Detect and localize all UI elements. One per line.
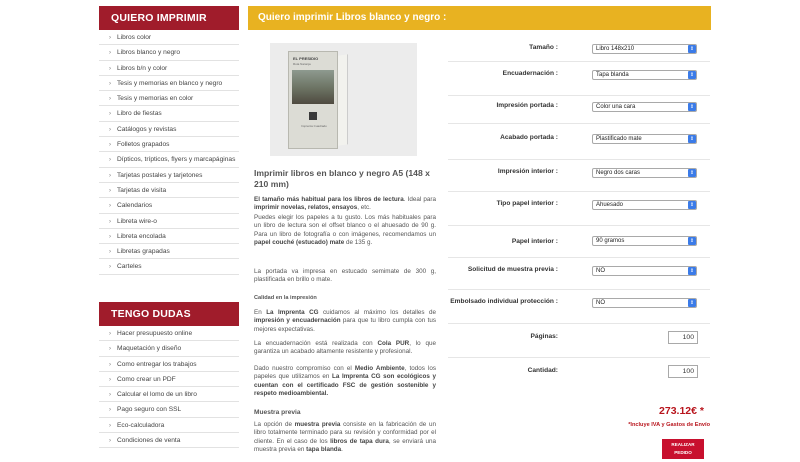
bold-text: muestra previa bbox=[294, 421, 341, 428]
sidebar-help-item-label: Pago seguro con SSL bbox=[117, 406, 182, 414]
text: para que tu libro cumpla con tus mejores expectativas. bbox=[254, 317, 437, 333]
sidebar-print-item-label: Libreta encolada bbox=[117, 232, 166, 240]
option-select[interactable] bbox=[592, 200, 697, 210]
chevron-right-icon: › bbox=[109, 331, 111, 337]
quantity-label: Cantidad: bbox=[527, 367, 558, 374]
text: cuidamos al máximo los detalles de bbox=[318, 309, 437, 316]
sidebar-print-item-label: Libretas grapadas bbox=[117, 248, 170, 256]
sidebar-help-item-label: Maquetación y diseño bbox=[117, 345, 182, 353]
bold-text: libros de tapa dura bbox=[330, 437, 389, 445]
option-label: Tamaño : bbox=[529, 44, 558, 51]
sidebar-print-item[interactable] bbox=[99, 152, 239, 167]
option-select[interactable] bbox=[592, 168, 697, 178]
chevron-right-icon: › bbox=[109, 126, 111, 133]
sidebar-list-print bbox=[99, 30, 239, 275]
sidebar-help-item[interactable] bbox=[99, 357, 239, 372]
pages-label: Páginas: bbox=[530, 333, 558, 340]
chevron-right-icon: › bbox=[109, 35, 111, 41]
product-paragraph bbox=[254, 214, 436, 248]
sidebar-title-help: TENGO DUDAS bbox=[99, 302, 239, 326]
quantity-input[interactable]: 100 bbox=[668, 365, 698, 378]
text: de 135 g. bbox=[344, 239, 373, 247]
price-note: *Incluye IVA y Gastos de Envío bbox=[628, 422, 710, 428]
pages-row bbox=[448, 324, 710, 358]
bold-text: impresión y encuadernación bbox=[254, 317, 341, 325]
text: Puedes elegir los papeles a tu gusto. Los más habituales para un libro de lectura son el offset blanco o el ahuesado de 90 g. Para un libro de fotografía o con imágenes, recomendamos un bbox=[254, 214, 436, 238]
product-title: Imprimir libros en blanco y negro A5 (148 x 210 mm) bbox=[254, 168, 430, 189]
chevron-right-icon: › bbox=[109, 187, 111, 194]
sidebar-print-item[interactable] bbox=[99, 244, 239, 259]
book-cover bbox=[288, 51, 338, 149]
sidebar-print-item-label: Calendarios bbox=[117, 202, 153, 210]
text: La encuadernación está realizada con bbox=[254, 340, 378, 347]
sidebar-help-item[interactable] bbox=[99, 341, 239, 356]
sidebar-print-item-label: Tesis y memorias en blanco y negro bbox=[117, 79, 223, 87]
chevron-right-icon: › bbox=[109, 203, 111, 210]
sidebar-help bbox=[99, 302, 239, 448]
chevron-right-icon: › bbox=[109, 172, 111, 179]
sidebar-print-item-label: Libros blanco y negro bbox=[117, 49, 181, 57]
option-select-value: Tapa blanda bbox=[596, 72, 629, 78]
option-row bbox=[448, 124, 710, 160]
text: , lo que garantiza un acabado altamente resistente y profesional. bbox=[254, 340, 436, 356]
book-cover-title: EL PRESIDIO bbox=[293, 56, 319, 61]
sidebar-help-item-label: Como crear un PDF bbox=[117, 375, 176, 383]
sidebar-print-item[interactable] bbox=[99, 30, 239, 45]
sidebar-help-item[interactable] bbox=[99, 433, 239, 448]
product-paragraph: La portada va impresa en estucado semimate de 300 g, plastificada en brillo o mate. bbox=[254, 268, 436, 284]
chevron-right-icon: › bbox=[109, 218, 111, 225]
option-select-value: NO bbox=[596, 268, 605, 274]
option-select[interactable] bbox=[592, 134, 697, 144]
chevron-right-icon: › bbox=[109, 65, 111, 72]
sidebar-print-item-label: Tarjetas postales y tarjetones bbox=[117, 171, 203, 179]
sidebar-print-item[interactable] bbox=[99, 45, 239, 60]
sidebar-print-item-label: Tesis y memorias en color bbox=[117, 95, 194, 103]
sidebar-print-item[interactable] bbox=[99, 61, 239, 76]
chevron-right-icon: › bbox=[109, 346, 111, 353]
quality-title: Calidad en la impresión bbox=[254, 295, 317, 301]
sidebar-help-item-label: Calcular el lomo de un libro bbox=[117, 391, 197, 399]
sidebar-print-item[interactable] bbox=[99, 91, 239, 106]
order-button[interactable] bbox=[662, 439, 704, 459]
sidebar-help-item[interactable] bbox=[99, 372, 239, 387]
option-row bbox=[448, 226, 710, 258]
sidebar-print-item-label: Dípticos, trípticos, flyers y marcapáginas bbox=[117, 156, 236, 164]
option-row bbox=[448, 36, 710, 62]
price-total: 273.12€ * bbox=[659, 405, 704, 417]
chevron-right-icon: › bbox=[109, 392, 111, 399]
sidebar-print-item[interactable] bbox=[99, 106, 239, 121]
option-select-value: Ahuesado bbox=[596, 202, 624, 208]
option-select-value: Libro 148x210 bbox=[596, 46, 635, 52]
dropdown-arrow-icon: ⇕ bbox=[689, 104, 695, 110]
sidebar-print-item[interactable] bbox=[99, 183, 239, 198]
option-row bbox=[448, 192, 710, 226]
text: , todos los papeles que utilizamos en bbox=[254, 365, 436, 381]
option-label: Acabado portada : bbox=[500, 134, 558, 141]
dropdown-arrow-icon: ⇕ bbox=[689, 202, 695, 208]
bold-text: La Imprenta CG son ecológicos y cuentan con el certificado FSC de gestión sostenible y respeto medioambiental. bbox=[254, 373, 436, 398]
sidebar-print-item[interactable] bbox=[99, 259, 239, 274]
text: consiste en la fabricación de un libro totalmente terminado para su revisión y conformidad por el cliente. En el caso de los bbox=[254, 421, 436, 445]
chevron-right-icon: › bbox=[109, 361, 111, 368]
bold-text: La Imprenta CG bbox=[266, 309, 319, 316]
text: . Ideal para bbox=[403, 196, 436, 203]
chevron-right-icon: › bbox=[109, 438, 111, 445]
dropdown-arrow-icon: ⇕ bbox=[689, 170, 695, 176]
text: , etc. bbox=[357, 204, 371, 212]
bold-text: Medio Ambiente bbox=[354, 365, 405, 372]
chevron-right-icon: › bbox=[109, 422, 111, 429]
sidebar-print-item-label: Catálogos y revistas bbox=[117, 125, 177, 133]
sample-title: Muestra previa bbox=[254, 409, 301, 416]
sidebar-help-item-label: Hacer presupuesto online bbox=[117, 330, 193, 337]
sidebar-print-item[interactable] bbox=[99, 76, 239, 91]
sidebar-print-item-label: Libros color bbox=[117, 34, 152, 41]
pages-input[interactable]: 100 bbox=[668, 331, 698, 344]
bold-text: Cola PUR bbox=[377, 340, 410, 347]
sidebar-print-item[interactable] bbox=[99, 229, 239, 244]
sidebar-help-item[interactable] bbox=[99, 418, 239, 433]
sidebar-help-item[interactable] bbox=[99, 387, 239, 402]
option-label: Embolsado individual protección : bbox=[450, 298, 558, 305]
product-paragraph bbox=[254, 196, 436, 213]
text: Dado nuestro compromiso con el bbox=[254, 365, 355, 372]
page-title: Quiero imprimir Libros blanco y negro : bbox=[248, 6, 711, 30]
sidebar-print-item-label: Libreta wire-o bbox=[117, 217, 157, 225]
sidebar-print-item-label: Carteles bbox=[117, 263, 142, 271]
sidebar-help-item-label: Condiciones de venta bbox=[117, 437, 181, 445]
quantity-row bbox=[448, 358, 710, 392]
option-label: Impresión interior : bbox=[497, 168, 558, 175]
sidebar-title-print: QUIERO IMPRIMIR bbox=[99, 6, 239, 30]
sidebar-print-item[interactable] bbox=[99, 198, 239, 213]
sidebar-list-help bbox=[99, 326, 239, 448]
option-row bbox=[448, 160, 710, 192]
sidebar-help-item-label: Como entregar los trabajos bbox=[117, 360, 197, 368]
dropdown-arrow-icon: ⇕ bbox=[689, 72, 695, 78]
option-row bbox=[448, 258, 710, 290]
text: . bbox=[341, 446, 343, 454]
option-row bbox=[448, 96, 710, 124]
book-cover-brand: Imprenta Cuadrado bbox=[301, 124, 327, 128]
bold-text: imprimir novelas, relatos, ensayos bbox=[254, 204, 358, 212]
book-spine bbox=[338, 54, 348, 145]
option-select-value: 90 gramos bbox=[596, 238, 625, 244]
option-select-value: Negro dos caras bbox=[596, 170, 641, 176]
option-select-value: Color una cara bbox=[596, 104, 636, 110]
sidebar-print bbox=[99, 6, 239, 275]
product-paragraph bbox=[254, 421, 436, 455]
product-paragraph bbox=[254, 340, 436, 357]
dropdown-arrow-icon: ⇕ bbox=[689, 136, 695, 142]
sidebar-print-item[interactable] bbox=[99, 137, 239, 152]
order-button-line1: REALIZAR bbox=[671, 442, 695, 447]
sidebar-help-item[interactable] bbox=[99, 326, 239, 341]
bold-text: papel couché (estucado) mate bbox=[254, 239, 345, 247]
option-select[interactable] bbox=[592, 70, 697, 80]
chevron-right-icon: › bbox=[109, 96, 111, 103]
bold-text: El tamaño más habitual para los libros de lectura bbox=[254, 196, 404, 203]
chevron-right-icon: › bbox=[109, 157, 111, 164]
chevron-right-icon: › bbox=[109, 376, 111, 383]
option-label: Tipo papel interior : bbox=[496, 200, 558, 207]
book-cover-subtitle: Ruta Naranja bbox=[293, 62, 311, 66]
dropdown-arrow-icon: ⇕ bbox=[689, 300, 695, 306]
sidebar-print-item-label: Libros b/n y color bbox=[117, 64, 168, 72]
chevron-right-icon: › bbox=[109, 249, 111, 256]
chevron-right-icon: › bbox=[109, 111, 111, 118]
text: , se enviará una muestra previa en bbox=[254, 437, 436, 454]
dropdown-arrow-icon: ⇕ bbox=[689, 46, 695, 52]
sidebar-print-item[interactable] bbox=[99, 122, 239, 137]
sidebar-print-item-label: Tarjetas de visita bbox=[117, 186, 167, 194]
order-button-line2: PEDIDO bbox=[674, 450, 692, 455]
dropdown-arrow-icon: ⇕ bbox=[689, 238, 695, 244]
sidebar-print-item-label: Folletos grapados bbox=[117, 141, 170, 149]
option-label: Papel interior : bbox=[511, 238, 558, 245]
sidebar-print-item-label: Libro de fiestas bbox=[117, 110, 162, 118]
product-image bbox=[270, 43, 417, 156]
option-label: Impresión portada : bbox=[496, 102, 558, 109]
chevron-right-icon: › bbox=[109, 50, 111, 57]
option-label: Solicitud de muestra previa : bbox=[467, 266, 558, 273]
book-cover-photo bbox=[292, 70, 334, 104]
chevron-right-icon: › bbox=[109, 233, 111, 240]
sidebar-print-item[interactable] bbox=[99, 214, 239, 229]
dropdown-arrow-icon: ⇕ bbox=[689, 268, 695, 274]
product-paragraph bbox=[254, 365, 436, 399]
sidebar-help-item[interactable] bbox=[99, 402, 239, 417]
text: En bbox=[254, 309, 267, 316]
option-row bbox=[448, 290, 710, 324]
option-select-value: NO bbox=[596, 300, 605, 306]
sidebar-print-item[interactable] bbox=[99, 168, 239, 183]
bold-text: tapa blanda bbox=[306, 446, 342, 454]
book-logo-icon bbox=[309, 112, 317, 120]
option-select[interactable] bbox=[592, 44, 697, 54]
text: La opción de bbox=[254, 421, 295, 428]
option-label: Encuadernación : bbox=[502, 70, 558, 77]
option-select[interactable] bbox=[592, 266, 697, 276]
chevron-right-icon: › bbox=[109, 80, 111, 87]
option-select-value: Plastificado mate bbox=[596, 136, 642, 142]
option-select[interactable] bbox=[592, 298, 697, 308]
product-paragraph bbox=[254, 309, 436, 334]
option-select[interactable] bbox=[592, 236, 697, 246]
option-select[interactable] bbox=[592, 102, 697, 112]
chevron-right-icon: › bbox=[109, 264, 111, 271]
sidebar-help-item-label: Eco-calculadora bbox=[117, 421, 165, 429]
chevron-right-icon: › bbox=[109, 142, 111, 149]
option-row bbox=[448, 62, 710, 96]
chevron-right-icon: › bbox=[109, 407, 111, 414]
